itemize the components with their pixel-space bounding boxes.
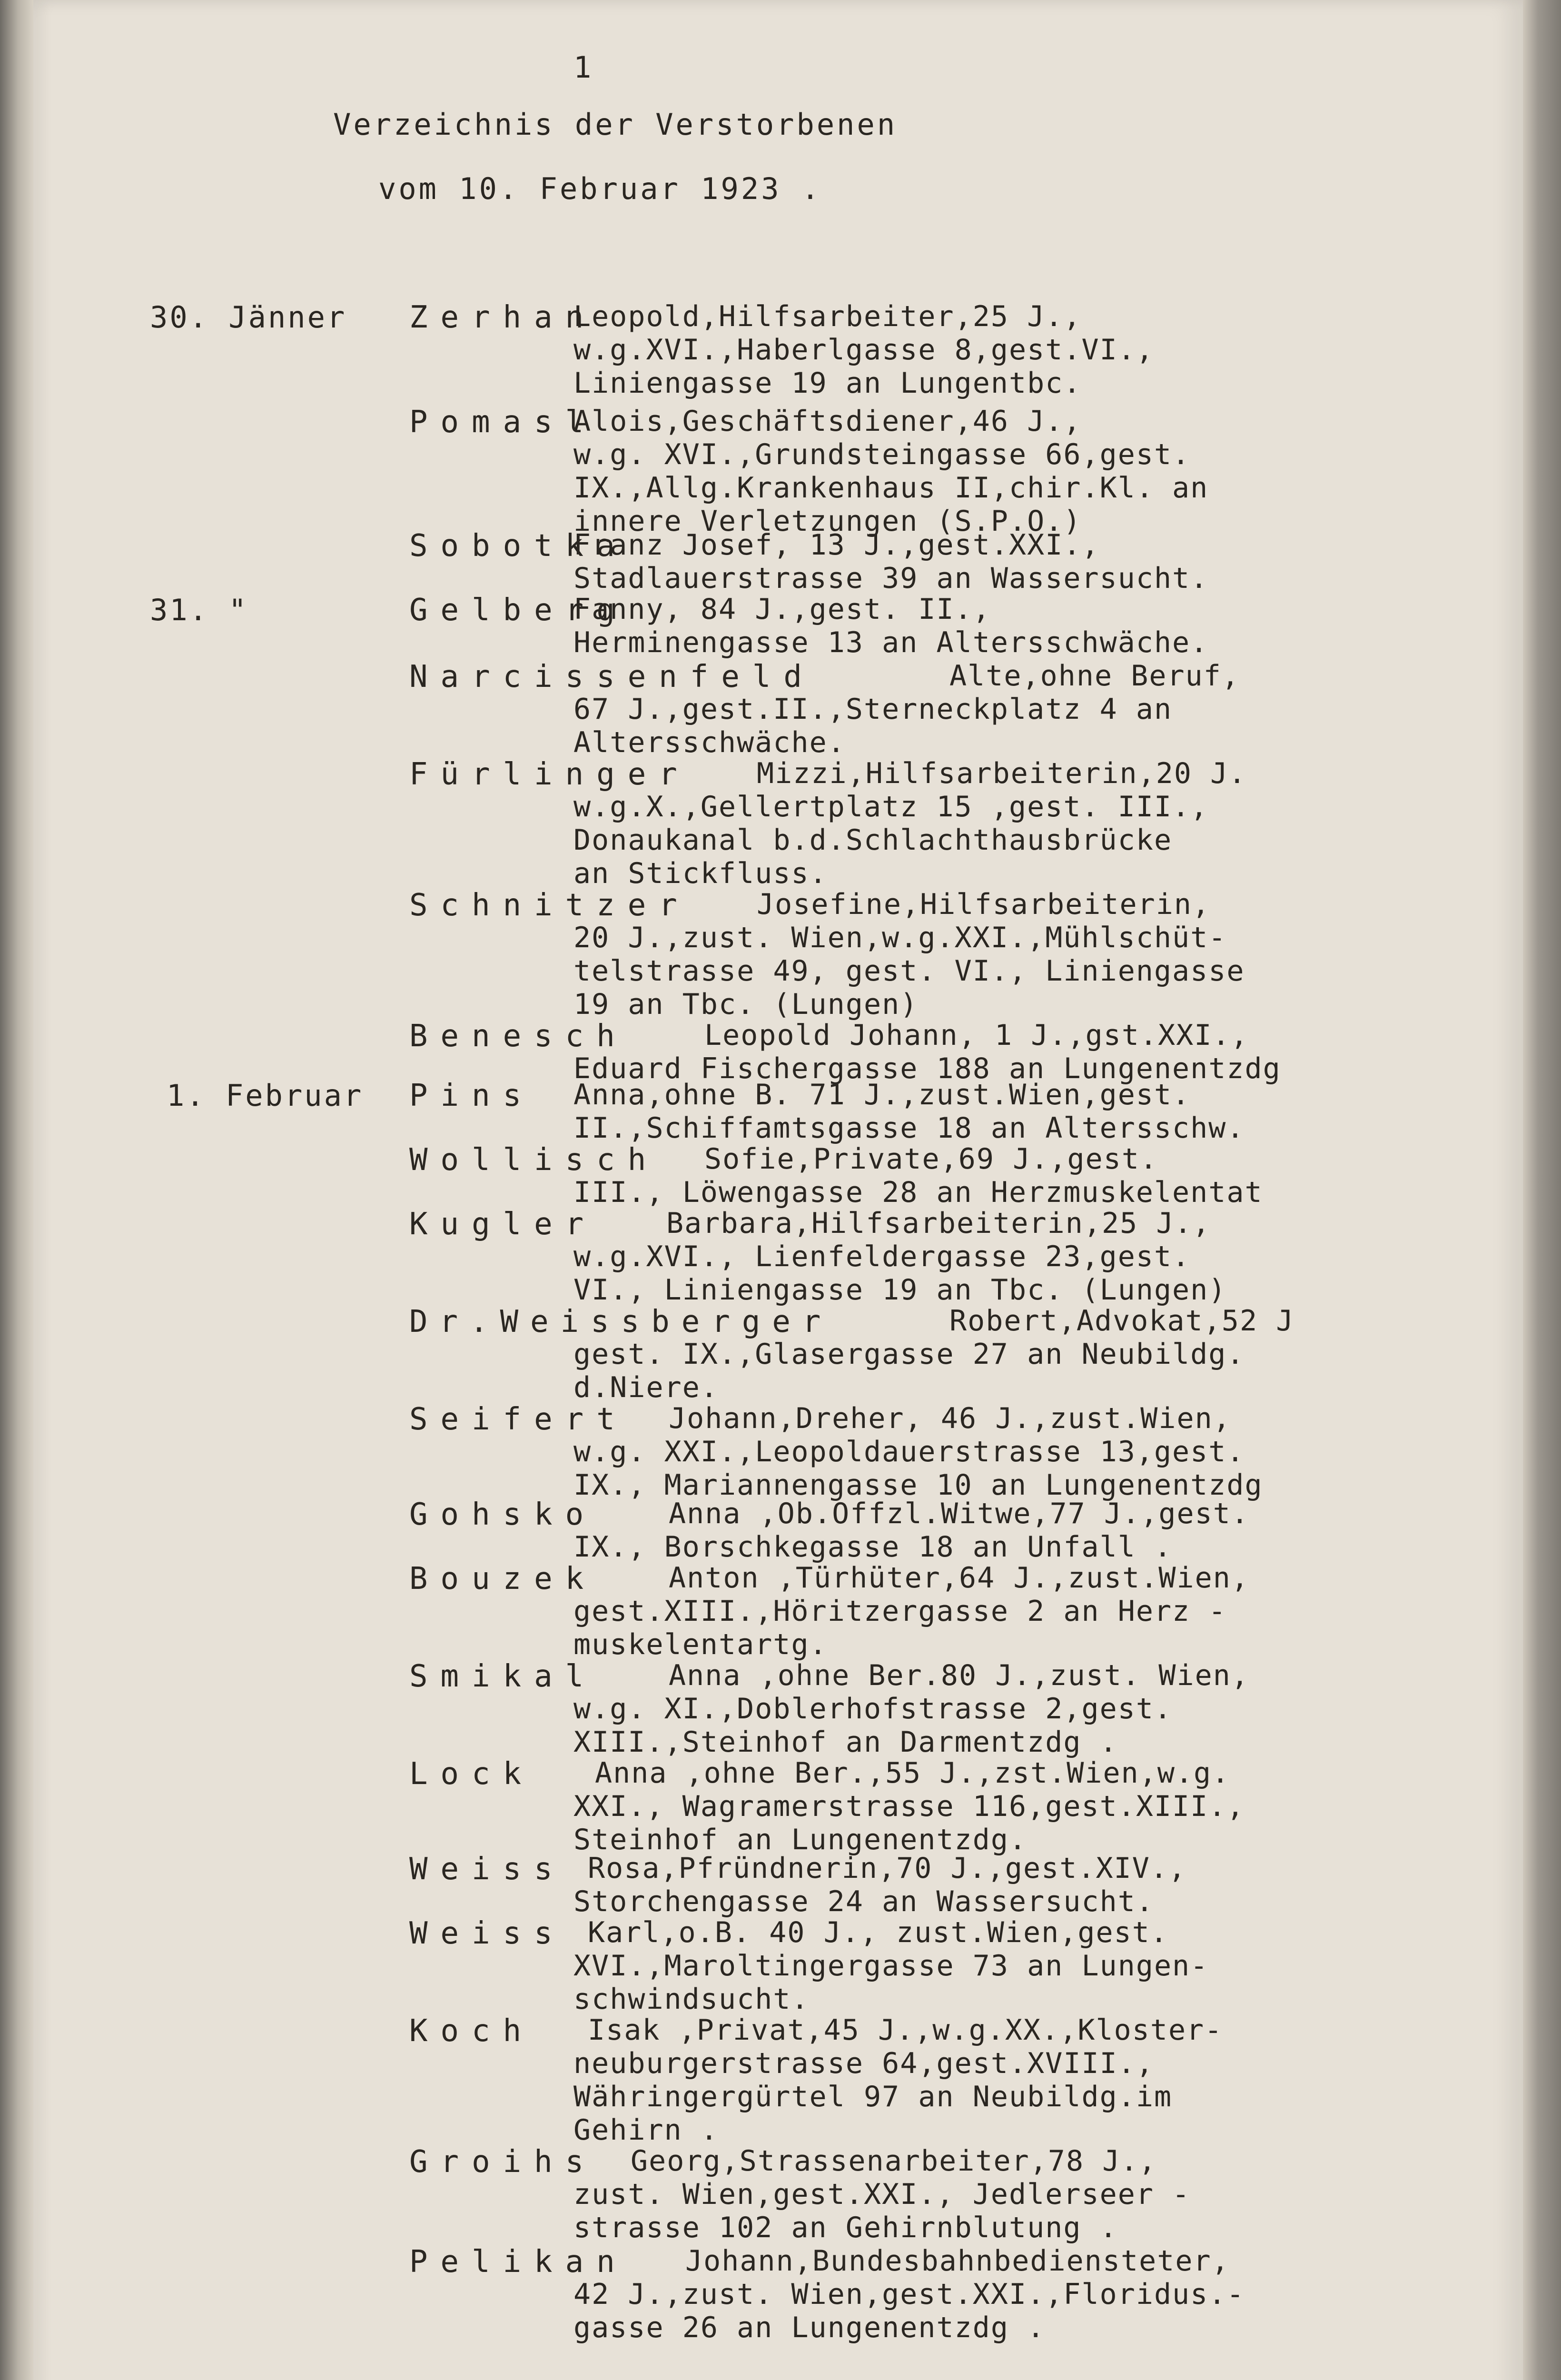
entry-details-line: XIII.,Steinhof an Darmentzdg . — [573, 1726, 1118, 1759]
entry-details — [573, 528, 1383, 595]
entry-details-line: Mizzi,Hilfsarbeiterin,20 J. — [757, 757, 1247, 790]
entry-details-line: gest. IX.,Glasergasse 27 an Neubildg. — [573, 1338, 1245, 1371]
entry-details — [573, 1659, 1454, 1759]
entry-details — [573, 1497, 1454, 1564]
entry-details-line: Anna ,ohne Ber.,55 J.,zst.Wien,w.g. — [595, 1756, 1230, 1790]
entry-details-line: w.g.X.,Gellertplatz 15 ,gest. III., — [573, 790, 1209, 823]
entry-surname: Pomasl — [409, 405, 597, 440]
entry-details-line: 19 an Tbc. (Lungen) — [573, 988, 919, 1021]
entry-details — [573, 2013, 1444, 2147]
entry-surname: Sobotka — [409, 528, 628, 564]
entry-details-line: Sofie,Private,69 J.,gest. — [704, 1142, 1158, 1176]
entry-date: 31. " — [150, 593, 248, 627]
entry-surname: Smikal — [409, 1659, 597, 1694]
entry-details — [573, 300, 1383, 400]
right-page-edge — [1523, 0, 1561, 2380]
entry-surname: Weiss — [409, 1916, 565, 1951]
entry-surname: Schnitzer — [409, 888, 690, 923]
entry-details-line: IX.,Allg.Krankenhaus II,chir.Kl. an — [573, 471, 1209, 505]
entry-details-line: Liniengasse 19 an Lungentbc. — [573, 367, 1082, 400]
entry-details-line: Gehirn . — [573, 2113, 719, 2147]
entry-details-line: Anna ,Ob.Offzl.Witwe,77 J.,gest. — [669, 1497, 1249, 1530]
entry-details — [573, 593, 1383, 659]
entry-details-line: 42 J.,zust. Wien,gest.XXI.,Floridus.- — [573, 2278, 1245, 2311]
page-number: 1 — [573, 50, 594, 85]
entry-details-line: 20 J.,zust. Wien,w.g.XXI.,Mühlschüt- — [573, 921, 1227, 954]
entry-surname: Narcissenfeld — [409, 659, 815, 694]
entry-details-line: Isak ,Privat,45 J.,w.g.XX.,Kloster- — [588, 2013, 1223, 2047]
entry-surname: Lock — [409, 1756, 534, 1792]
entry-surname: Koch — [409, 2013, 534, 2049]
entry-details-line: Georg,Strassenarbeiter,78 J., — [631, 2144, 1157, 2178]
entry-details-line: XXI., Wagramerstrasse 116,gest.XIII., — [573, 1790, 1245, 1823]
entry-details-line: II.,Schiffamtsgasse 18 an Altersschw. — [573, 1111, 1245, 1145]
entry-details-line: zust. Wien,gest.XXI., Jedlerseer - — [573, 2178, 1191, 2211]
entry-details-line: Leopold Johann, 1 J.,gst.XXI., — [704, 1019, 1249, 1052]
entry-details-line: schwindsucht. — [573, 1983, 810, 2016]
entry-details-line: Barbara,Hilfsarbeiterin,25 J., — [666, 1207, 1211, 1240]
entry-details-line: innere Verletzungen (S.P.O.) — [573, 505, 1082, 538]
entry-details — [573, 1078, 1383, 1145]
document-title: Verzeichnis der Verstorbenen — [333, 107, 898, 142]
entry-details-line: IX., Mariannengasse 10 an Lungenentzdg — [573, 1468, 1263, 1502]
entry-details — [573, 1019, 1466, 1085]
entry-details-line: Stadlauerstrasse 39 an Wassersucht. — [573, 562, 1209, 595]
entry-details-line: Herminengasse 13 an Altersschwäche. — [573, 626, 1209, 659]
entry-details — [573, 2244, 1466, 2344]
document-subtitle: vom 10. Februar 1923 . — [378, 171, 822, 206]
entry-details-line: Johann,Dreher, 46 J.,zust.Wien, — [669, 1402, 1231, 1435]
entry-details-line: gasse 26 an Lungenentzdg . — [573, 2311, 1046, 2344]
entry-surname: Wollisch — [409, 1142, 659, 1178]
entry-details — [573, 757, 1471, 890]
entry-details-line: IX., Borschkegasse 18 an Unfall . — [573, 1530, 1173, 1564]
entry-surname: Benesch — [409, 1019, 628, 1054]
entry-details — [573, 2144, 1463, 2244]
entry-details-line: Josefine,Hilfsarbeiterin, — [757, 888, 1211, 921]
entry-details-line: Karl,o.B. 40 J., zust.Wien,gest. — [588, 1916, 1168, 1949]
entry-details-line: Anna ,ohne Ber.80 J.,zust. Wien, — [669, 1659, 1249, 1692]
entry-surname: Bouzek — [409, 1561, 597, 1597]
entry-details-line: Storchengasse 24 an Wassersucht. — [573, 1885, 1154, 1918]
entry-date: 1. Februar — [167, 1078, 364, 1113]
entry-details-line: Währingergürtel 97 an Neubildg.im — [573, 2080, 1173, 2113]
entry-details-line: w.g. XI.,Doblerhofstrasse 2,gest. — [573, 1692, 1173, 1726]
entry-details-line: strasse 102 an Gehirnblutung . — [573, 2211, 1118, 2244]
entry-details — [573, 1561, 1454, 1661]
entry-details-line: Alois,Geschäftsdiener,46 J., — [573, 405, 1082, 438]
entry-details-line: Leopold,Hilfsarbeiter,25 J., — [573, 300, 1082, 333]
entry-surname: Gelberg — [409, 593, 628, 628]
entry-details-line: Donaukanal b.d.Schlachthausbrücke — [573, 823, 1173, 857]
entry-details-line: telstrasse 49, gest. VI., Liniengasse — [573, 954, 1245, 988]
entry-details — [573, 1402, 1454, 1502]
entry-details-line: w.g. XVI.,Grundsteingasse 66,gest. — [573, 438, 1191, 471]
entry-details-line: gest.XIII.,Höritzergasse 2 an Herz - — [573, 1595, 1227, 1628]
entry-details-line: Franz Josef, 13 J.,gest.XXI., — [573, 528, 1100, 562]
entry-surname: Fürlinger — [409, 757, 690, 792]
entry-details-line: Steinhof an Lungenentzdg. — [573, 1823, 1027, 1856]
entry-surname: Dr.Weissberger — [409, 1304, 833, 1339]
entry-details-line: Rosa,Pfründnerin,70 J.,gest.XIV., — [588, 1852, 1187, 1885]
entry-details-line: VI., Liniengasse 19 an Tbc. (Lungen) — [573, 1273, 1227, 1307]
entry-details-line: Anton ,Türhüter,64 J.,zust.Wien, — [669, 1561, 1249, 1595]
entry-date: 30. Jänner — [150, 300, 347, 335]
entry-details — [573, 405, 1383, 538]
entry-surname: Pelikan — [409, 2244, 628, 2280]
entry-details-line: Johann,Bundesbahnbediensteter, — [685, 2244, 1230, 2278]
entry-details-line: Altersschwäche. — [573, 726, 846, 759]
entry-details-line: w.g.XVI.,Haberlgasse 8,gest.VI., — [573, 333, 1154, 367]
entry-surname: Groihs — [409, 2144, 597, 2180]
entry-surname: Zerhan — [409, 300, 597, 335]
entry-surname: Kugler — [409, 1207, 597, 1242]
entry-surname: Gohsko — [409, 1497, 597, 1532]
entry-details-line: neuburgerstrasse 64,gest.XVIII., — [573, 2047, 1154, 2080]
entry-details-line: Anna,ohne B. 71 J.,zust.Wien,gest. — [573, 1078, 1191, 1111]
entry-surname: Weiss — [409, 1852, 565, 1887]
entry-details-line: Alte,ohne Beruf, — [949, 659, 1240, 693]
entry-details-line: Robert,Advokat,52 J — [949, 1304, 1294, 1338]
entry-details-line: 67 J.,gest.II.,Sterneckplatz 4 an — [573, 693, 1173, 726]
entry-surname: Seifert — [409, 1402, 628, 1437]
entry-details-line: d.Niere. — [573, 1371, 719, 1404]
entry-surname: Pins — [409, 1078, 534, 1113]
entry-details-line: w.g.XVI., Lienfeldergasse 23,gest. — [573, 1240, 1191, 1273]
entry-details — [573, 1916, 1444, 2016]
entry-details-line: XVI.,Maroltingergasse 73 an Lungen- — [573, 1949, 1209, 1983]
entry-details — [573, 1207, 1452, 1307]
entry-details-line: an Stickfluss. — [573, 857, 828, 890]
entry-details-line: Fanny, 84 J.,gest. II., — [573, 593, 991, 626]
entry-details — [573, 1142, 1466, 1209]
entry-details — [573, 1756, 1452, 1856]
entry-details-line: III., Löwengasse 28 an Herzmuskelentat — [573, 1176, 1263, 1209]
entry-details — [573, 1852, 1444, 1918]
entry-details-line: muskelentartg. — [573, 1628, 828, 1661]
entry-details-line: w.g. XXI.,Leopoldauerstrasse 13,gest. — [573, 1435, 1245, 1468]
entry-details-line: Eduard Fischergasse 188 an Lungenentzdg — [573, 1052, 1281, 1085]
entry-details — [573, 888, 1471, 1021]
